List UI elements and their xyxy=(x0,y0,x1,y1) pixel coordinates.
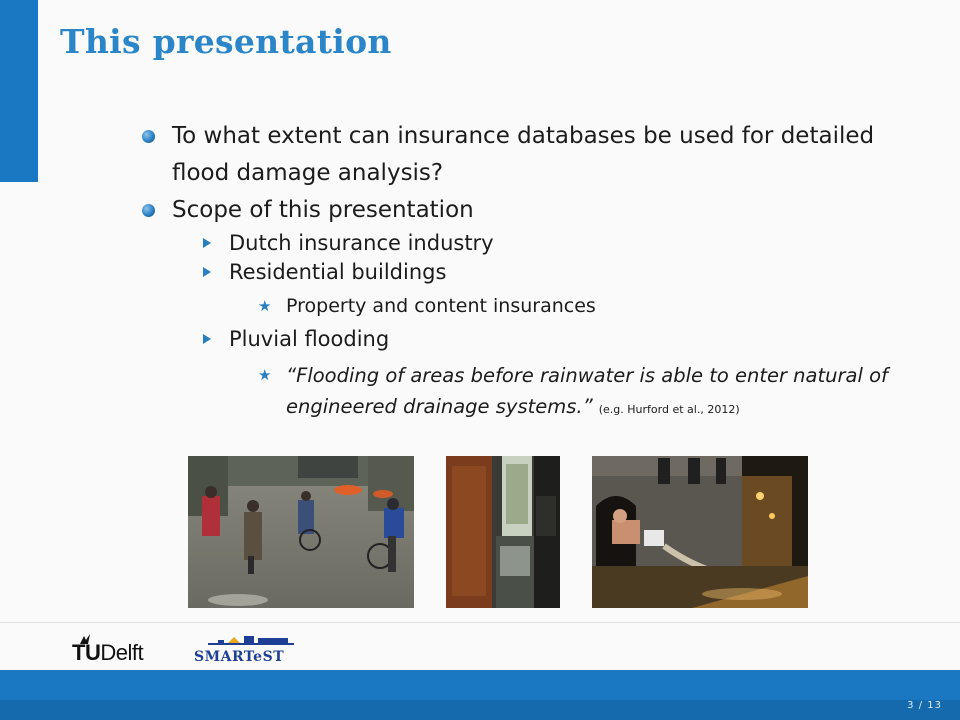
footer-bar xyxy=(0,670,960,700)
list-item xyxy=(140,229,920,258)
smartest-logo xyxy=(194,634,304,670)
triangle-bullet-icon xyxy=(203,334,211,344)
list-item xyxy=(140,192,920,229)
tudelft-logo-delft: Delft xyxy=(100,640,144,665)
bullet-list xyxy=(140,118,920,425)
list-item xyxy=(140,360,920,425)
bullet-text: Pluvial flooding xyxy=(229,327,390,351)
triangle-bullet-icon xyxy=(203,267,211,277)
bullet-ball-icon xyxy=(142,130,155,143)
bullet-ball-icon xyxy=(142,204,155,217)
bullet-text: To what extent can insurance databases be used for detailed flood damage analysis? xyxy=(172,123,875,186)
footer-divider xyxy=(0,622,960,623)
list-item xyxy=(140,118,920,192)
flooded-street-photo xyxy=(188,456,414,608)
smartest-logo-text: SMARTeST xyxy=(194,649,285,665)
tudelft-logo xyxy=(70,634,170,670)
bullet-text: Residential buildings xyxy=(229,260,447,284)
quote-text: “Flooding of areas before rainwater is able to enter natural of engineered drainage systems.” xyxy=(286,364,888,418)
tudelft-logo-tu: TU xyxy=(72,640,101,665)
basement-pumping-photo xyxy=(592,456,808,608)
page-number: 3 / 13 xyxy=(907,700,942,711)
list-item xyxy=(140,291,920,321)
star-bullet-icon: ★ xyxy=(258,297,272,315)
star-bullet-icon: ★ xyxy=(258,366,272,384)
flooded-doorway-photo xyxy=(446,456,560,608)
list-item xyxy=(140,258,920,287)
smartest-houses-icon xyxy=(208,634,294,649)
page-title: This presentation xyxy=(60,22,392,61)
list-item xyxy=(140,325,920,354)
citation: (e.g. Hurford et al., 2012) xyxy=(598,403,740,416)
footer-bar-lower xyxy=(0,700,960,720)
triangle-bullet-icon xyxy=(203,238,211,248)
bullet-text: Scope of this presentation xyxy=(172,197,474,223)
bullet-text: Property and content insurances xyxy=(286,295,596,317)
bullet-text: Dutch insurance industry xyxy=(229,231,494,255)
accent-bar xyxy=(0,0,38,182)
